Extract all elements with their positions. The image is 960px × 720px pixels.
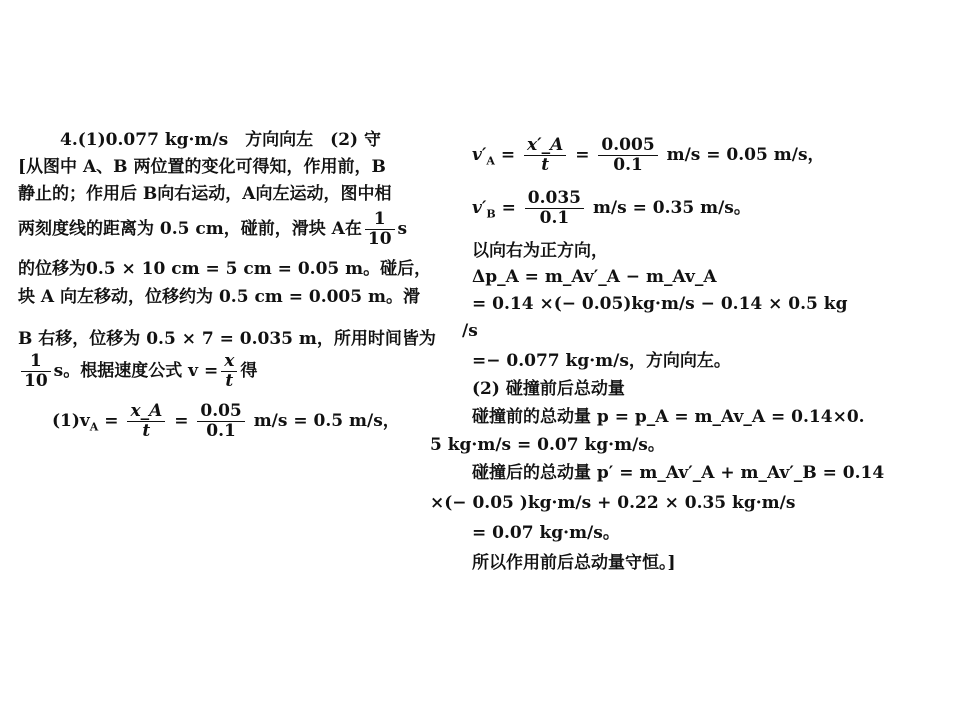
right-line-10: 5 kg·m/s = 0.07 kg·m/s。 xyxy=(430,435,665,455)
left-line-3: 静止的；作用后 B向右运动，A向左运动，图中相 xyxy=(18,184,392,204)
fraction-numerator: x′_A xyxy=(524,136,566,156)
fraction-denominator: 10 xyxy=(367,229,392,249)
va-subscript: A xyxy=(89,420,99,434)
right-line-12: ×(− 0.05 )kg·m/s + 0.22 × 0.35 kg·m/s xyxy=(430,493,796,513)
right-line-2 xyxy=(472,189,751,228)
fraction-denominator: 0.1 xyxy=(613,155,643,175)
vb-prime-label: v′ xyxy=(472,198,487,218)
left-line-8-text: s。根据速度公式 v = xyxy=(53,361,219,381)
va-prime-subscript: A xyxy=(486,154,495,168)
fraction-denominator: 0.1 xyxy=(206,421,236,441)
fraction-numerator: 1 xyxy=(21,352,51,372)
va-prime-result: m/s = 0.05 m/s， xyxy=(666,145,825,165)
right-line-6: /s xyxy=(462,321,478,341)
fraction-numerator: 0.005 xyxy=(598,136,657,156)
fraction-denominator: t xyxy=(541,155,550,175)
va-value-fraction xyxy=(197,402,244,441)
left-line-9 xyxy=(52,402,400,441)
vb-prime-result: m/s = 0.35 m/s。 xyxy=(592,198,751,218)
left-line-4-text: 两刻度线的距离为 0.5 cm，碰前，滑块 A在 xyxy=(18,219,362,239)
equals: = xyxy=(575,145,590,165)
va-result: m/s = 0.5 m/s， xyxy=(253,411,400,431)
va-label: (1)v xyxy=(52,411,90,431)
right-line-4: Δp_A = m_Av′_A − m_Av_A xyxy=(472,267,717,287)
equals: = xyxy=(174,411,189,431)
fraction-numerator: x xyxy=(221,352,237,372)
left-line-7: B 右移，位移为 0.5 × 7 = 0.035 m，所用时间皆为 xyxy=(18,329,436,349)
fraction-denominator: 10 xyxy=(24,371,48,391)
fraction-numerator: 0.035 xyxy=(525,189,584,209)
left-line-4 xyxy=(18,210,407,249)
right-line-11: 碰撞后的总动量 p′ = m_Av′_A + m_Av′_B = 0.14 xyxy=(472,463,885,483)
right-line-7: =− 0.077 kg·m/s，方向向左。 xyxy=(472,351,731,371)
xa-prime-over-t-fraction xyxy=(524,136,566,175)
left-line-1: 4.(1)0.077 kg·m/s 方向向左 (2) 守 xyxy=(60,130,381,150)
equals: = xyxy=(104,411,119,431)
right-line-8: (2) 碰撞前后总动量 xyxy=(472,379,625,399)
vb-prime-value-fraction xyxy=(525,189,584,228)
fraction-numerator: 1 xyxy=(365,210,395,230)
fraction-numerator: 0.05 xyxy=(197,402,244,422)
equals: = xyxy=(500,145,516,165)
left-line-6: 块 A 向左移动，位移约为 0.5 cm = 0.005 m。滑 xyxy=(18,287,420,307)
xa-over-t-fraction xyxy=(127,402,165,441)
left-line-8 xyxy=(18,352,257,391)
va-prime-label: v′ xyxy=(472,145,487,165)
equals: = xyxy=(501,198,516,218)
fraction-denominator: t xyxy=(142,421,151,441)
left-line-5: 的位移为0.5 × 10 cm = 5 cm = 0.05 m。碰后， xyxy=(18,259,432,279)
fraction-numerator: x_A xyxy=(127,402,165,422)
fraction-denominator: t xyxy=(225,371,234,391)
velocity-formula-fraction xyxy=(221,352,237,391)
left-line-2: [从图中 A、B 两位置的变化可得知，作用前，B xyxy=(18,157,386,177)
right-line-9: 碰撞前的总动量 p = p_A = m_Av_A = 0.14×0. xyxy=(472,407,865,427)
time-fraction xyxy=(365,210,395,249)
fraction-denominator: 0.1 xyxy=(539,208,570,228)
right-line-1 xyxy=(472,136,825,175)
time-fraction-2 xyxy=(21,352,51,391)
right-line-13: = 0.07 kg·m/s。 xyxy=(472,523,620,543)
left-line-4-unit: s xyxy=(397,219,408,239)
va-prime-value-fraction xyxy=(598,136,657,175)
right-line-5: = 0.14 ×(− 0.05)kg·m/s − 0.14 × 0.5 kg xyxy=(472,294,848,314)
left-line-8-end: 得 xyxy=(240,361,258,381)
vb-prime-subscript: B xyxy=(486,207,496,221)
right-line-3: 以向右为正方向， xyxy=(472,241,608,261)
right-line-14: 所以作用前后总动量守恒。] xyxy=(472,553,676,573)
